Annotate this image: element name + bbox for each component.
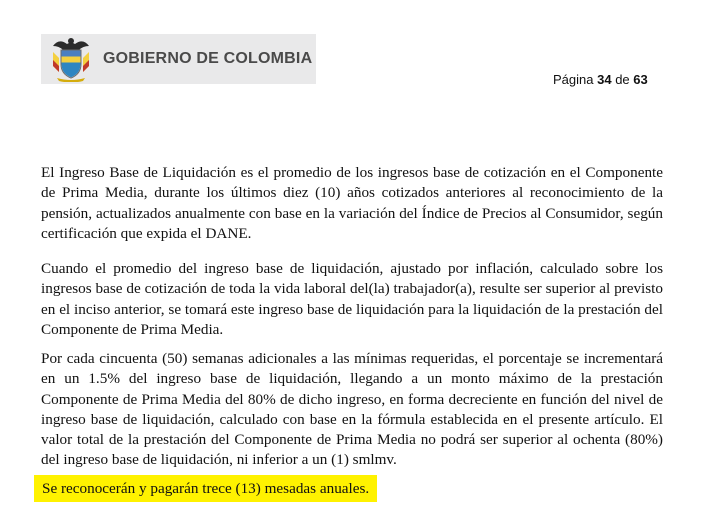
page-number	[553, 72, 648, 87]
paragraph-additional-weeks: Por cada cincuenta (50) semanas adicionales a las mínimas requeridas, el porcentaje se incrementará en un 1.5% del ingreso base de liquidación, llegando a un monto máximo de la prestación Componente de Prima Media del 80% de dicho ingreso, en forma decreciente en función del nivel de ingreso base de liquidación, calculado con base en la fórmula establecida en el presente artículo. El valor total de la prestación del Componente de Prima Media no podrá ser superior al ochenta (80%) del ingreso base de liquidación, ni inferior a un (1) smlmv.	[41, 350, 663, 469]
highlighted-sentence: Se reconocerán y pagarán trece (13) mesadas anuales.	[34, 475, 377, 502]
total-pages: 63	[633, 72, 648, 87]
current-page: 34	[597, 72, 612, 87]
header-banner	[41, 34, 316, 84]
page-separator: de	[615, 72, 630, 87]
header-title: GOBIERNO DE COLOMBIA	[103, 50, 313, 67]
paragraph-ibl-inflation: Cuando el promedio del ingreso base de liquidación, ajustado por inflación, calculado sobre los ingresos base de cotización de toda la vida laboral del(la) trabajador(a), resulte ser superior al previsto en el inciso anterior, se tomará este ingreso base de liquidación para la liquidación de la prestación del Componente de Prima Media.	[41, 260, 663, 338]
paragraph-ibl-definition: El Ingreso Base de Liquidación es el promedio de los ingresos base de cotización en el Componente de Prima Media, durante los últimos diez (10) años cotizados anteriores al reconocimiento de la pensión, actualizados anualmente con base en la variación del Índice de Precios al Consumidor, según certificación que expida el DANE.	[41, 164, 663, 242]
page-prefix: Página	[553, 72, 594, 87]
colombia-coat-of-arms-icon	[49, 36, 93, 82]
